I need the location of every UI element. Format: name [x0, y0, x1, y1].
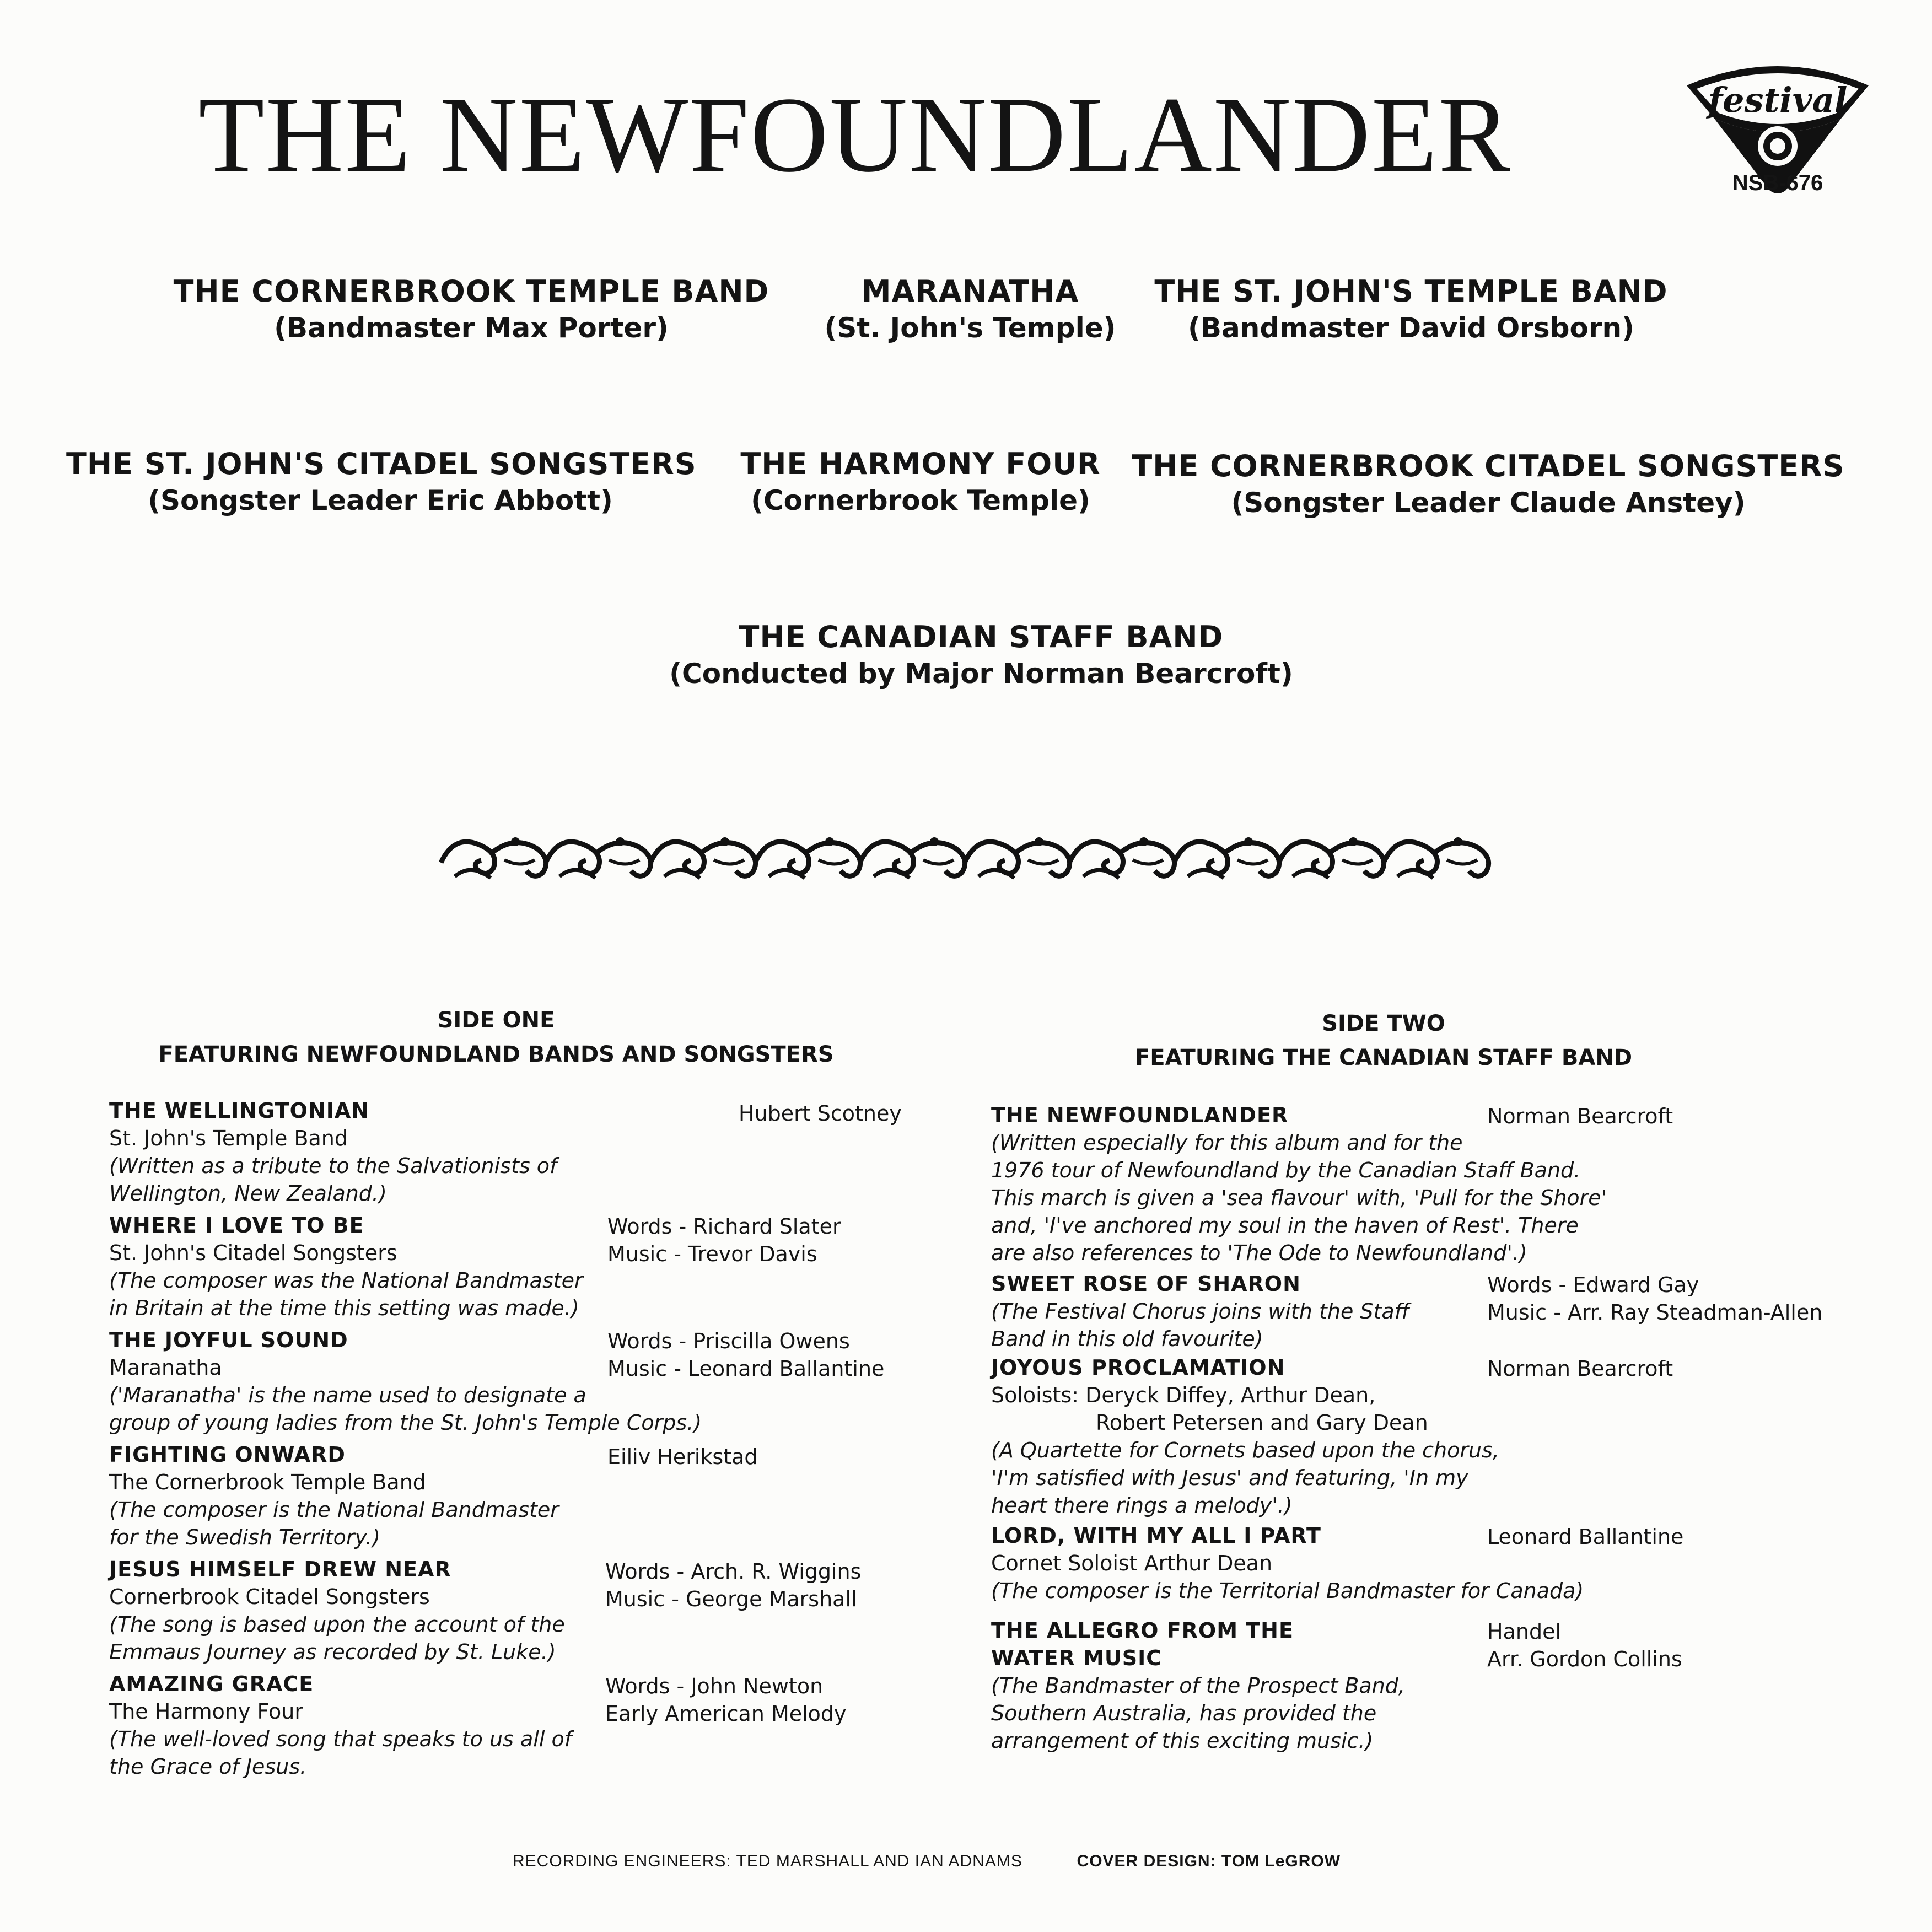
side-one-tracklist	[109, 1097, 958, 1785]
track: THE JOYFUL SOUND Maranatha ('Maranatha' is the name used to designate a group of young ladies from the St. John's Temple Corps.) Words - Priscilla Owens Music - Leonard Ballantine	[109, 1328, 885, 1435]
logo-text: festival	[1708, 80, 1848, 120]
ensemble-cornerbrook-temple-band: THE CORNERBROOK TEMPLE BAND (Bandmaster Max Porter)	[173, 274, 769, 344]
engineers-label: RECORDING ENGINEERS:	[513, 1852, 731, 1870]
track: THE ALLEGRO FROM THE WATER MUSIC (The Bandmaster of the Prospect Band, Southern Australia, has provided the arrangement of this exciting music.) Handel Arr. Gordon Collins	[991, 1618, 1682, 1753]
cover-designer: TOM LeGROW	[1221, 1852, 1341, 1870]
side-one-heading: SIDE ONE FEATURING NEWFOUNDLAND BANDS AND SONGSTERS	[158, 1008, 834, 1067]
track: LORD, WITH MY ALL I PART Cornet Soloist Arthur Dean (The composer is the Territorial Bandmaster for Canada) Leonard Ballantine	[991, 1524, 1684, 1603]
side-two-tracklist	[991, 1101, 1901, 1760]
track: JOYOUS PROCLAMATION Soloists: Deryck Diffey, Arthur Dean, Robert Petersen and Gary Dean (A Quartette for Cornets based upon the chorus, 'I'm satisfied with Jesus' and featuring, 'In my heart there rings a melody'.) Norman Bearcroft	[991, 1355, 1673, 1517]
catalog-number: NSB-676	[1732, 171, 1823, 195]
track: WHERE I LOVE TO BE St. John's Citadel Songsters (The composer was the National Bandmaster in Britain at the time this setting was made.) Words - Richard Slater Music - Trevor Davis	[109, 1213, 841, 1320]
ensemble-st-johns-temple-band: THE ST. JOHN'S TEMPLE BAND (Bandmaster David Orsborn)	[1154, 274, 1668, 344]
ensemble-canadian-staff-band: THE CANADIAN STAFF BAND (Conducted by Major Norman Bearcroft)	[669, 620, 1293, 690]
track: FIGHTING ONWARD The Cornerbrook Temple Band (The composer is the National Bandmaster for the Swedish Territory.) Eiliv Herikstad	[109, 1443, 758, 1549]
album-title: THE NEWFOUNDLANDER	[198, 75, 1512, 195]
track: SWEET ROSE OF SHARON (The Festival Chorus joins with the Staff Band in this old favourite) Words - Edward Gay Music - Arr. Ray Steadman-Allen	[991, 1272, 1823, 1351]
ensemble-harmony-four: THE HARMONY FOUR (Cornerbrook Temple)	[740, 446, 1101, 516]
cover-design-label: COVER DESIGN:	[1077, 1852, 1217, 1870]
ensemble-st-johns-citadel-songsters: THE ST. JOHN'S CITADEL SONGSTERS (Songster Leader Eric Abbott)	[66, 446, 697, 516]
ornamental-border	[438, 830, 1499, 882]
track: THE NEWFOUNDLANDER (Written especially for this album and for the 1976 tour of Newfoundland by the Canadian Staff Band. This march is given a 'sea flavour' with, 'Pull for the Shore' and, 'I've anchored my soul in the haven of Rest'. There are also references to 'The Ode to Newfoundland'.) Norman Bearcroft	[991, 1103, 1673, 1265]
track: AMAZING GRACE The Harmony Four (The well-loved song that speaks to us all of the Grace of Jesus. Words - John Newton Early American Melody	[109, 1672, 847, 1779]
track: JESUS HIMSELF DREW NEAR Cornerbrook Citadel Songsters (The song is based upon the account of the Emmaus Journey as recorded by St. Luke.) Words - Arch. R. Wiggins Music - George Marshall	[109, 1557, 862, 1664]
ensemble-maranatha: MARANATHA (St. John's Temple)	[824, 274, 1116, 344]
side-two-heading: SIDE TWO FEATURING THE CANADIAN STAFF BAND	[1134, 1011, 1633, 1070]
track: THE WELLINGTONIAN St. John's Temple Band (Written as a tribute to the Salvationists of Wellington, New Zealand.) Hubert Scotney	[109, 1099, 902, 1206]
credits-footer	[513, 1852, 1341, 1871]
ensemble-cornerbrook-citadel-songsters: THE CORNERBROOK CITADEL SONGSTERS (Songster Leader Claude Anstey)	[1132, 449, 1845, 519]
engineers: TED MARSHALL AND IAN ADNAMS	[736, 1852, 1022, 1870]
